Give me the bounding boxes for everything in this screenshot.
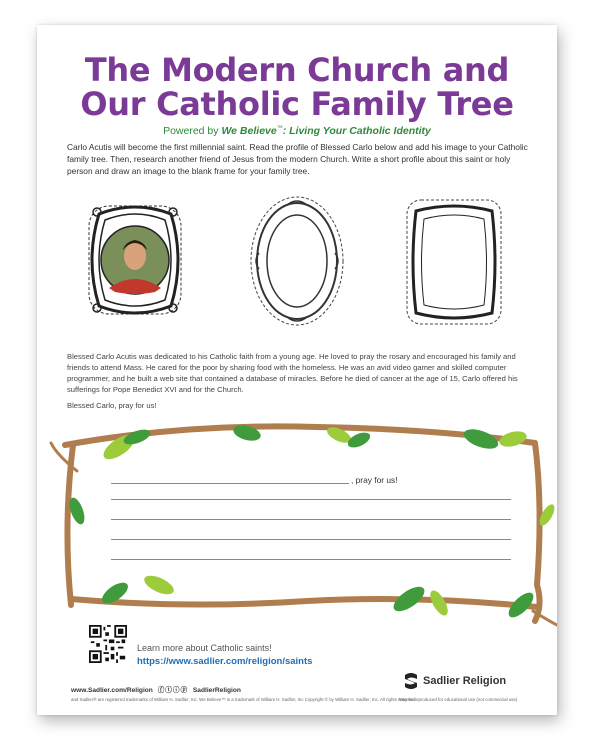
intro-paragraph: Carlo Acutis will become the first millennial saint. Read the profile of Blessed Carlo below and add his image to your Catholic family tree. Then, research another friend of Jesus from the modern Church. Write a short profile about this saint or holy person and draw an image to the blank frame for your family tree. [67, 142, 528, 176]
page-title-line-2: Our Catholic Family Tree [80, 85, 514, 123]
footer-trademark: and Sadlier® are registered trademarks of William H. Sadlier, Inc. We Believe™ is a trademark of William H. Sadlier, Inc Copyright © by William H. Sadlier, Inc. All rights reserved. [71, 697, 417, 702]
page-title-line-1: The Modern Church and [84, 51, 510, 89]
sadlier-logo-icon [403, 671, 419, 691]
powered-suffix: : Living Your Catholic Identity [282, 125, 431, 137]
saints-link[interactable]: https://www.sadlier.com/religion/saints [137, 656, 313, 667]
bio-paragraph: Blessed Carlo Acutis was dedicated to his Catholic faith from a young age. He loved to pray the rosary and encouraged his family and friends to attend Mass. He cared for the poor by sharing food with the homeless. He was an avid video gamer and skilled computer programmer, and he built a web site that contained a database of miracles. Before he died of cancer at the age of 15, Carlo offered his sufferings for Pope Benedict XVI and for the Church. [67, 352, 518, 394]
worksheet-page [37, 25, 557, 715]
footer-site-line [71, 684, 241, 694]
powered-prefix: Powered by [163, 125, 222, 137]
footer-social-handle: SadlierReligion [192, 687, 241, 694]
write-line-1[interactable] [111, 499, 511, 500]
bio-closing: Blessed Carlo, pray for us! [67, 401, 157, 410]
write-line-2[interactable] [111, 519, 511, 520]
write-line-3[interactable] [111, 539, 511, 540]
write-line-4[interactable] [111, 559, 511, 560]
learn-more-text: Learn more about Catholic saints! [137, 643, 272, 653]
social-icons: ⓕⓣⓘⓟ [157, 687, 189, 694]
powered-tm: ™ [276, 125, 283, 132]
name-write-line[interactable] [111, 483, 349, 484]
vine-leaves [67, 423, 557, 622]
qr-code-icon [89, 625, 127, 663]
footer-site: www.Sadlier.com/Religion [71, 687, 153, 694]
vine-border [37, 25, 557, 715]
footer-permission: May be reproduced for educational use (not commercial use). [399, 697, 519, 702]
powered-brand: We Believe [221, 125, 277, 137]
pray-for-us-label: , pray for us! [351, 475, 398, 485]
sadlier-religion-brand: Sadlier Religion [423, 675, 507, 687]
